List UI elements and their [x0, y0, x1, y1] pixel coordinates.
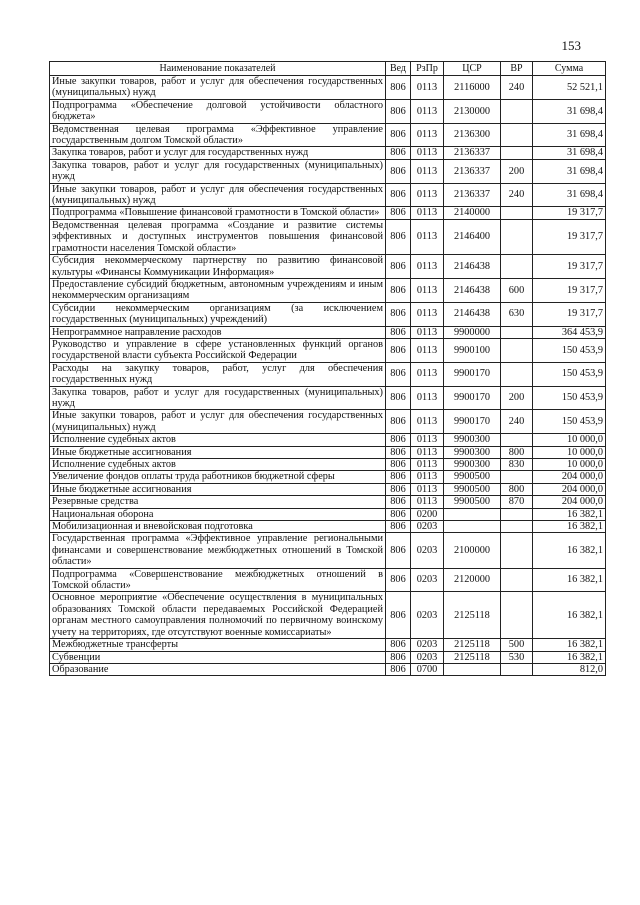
row-vr: 830: [501, 459, 533, 471]
row-ved: 806: [386, 326, 411, 338]
row-rzpr: 0113: [411, 326, 444, 338]
row-rzpr: 0113: [411, 410, 444, 434]
row-sum: 16 382,1: [533, 521, 606, 533]
row-sum: 31 698,4: [533, 183, 606, 207]
table-row: [50, 123, 606, 147]
row-name: Государственная программа «Эффективное управление региональными финансами и совершенствование межбюджетных отношений в Томской области»: [50, 533, 386, 568]
row-name: Закупка товаров, работ и услуг для государственных (муниципальных) нужд: [50, 386, 386, 410]
row-rzpr: 0113: [411, 302, 444, 326]
row-sum: 19 317,7: [533, 255, 606, 279]
row-name: Иные закупки товаров, работ и услуг для обеспечения государственных (муниципальных) нужд: [50, 183, 386, 207]
row-csr: 9900100: [444, 338, 501, 362]
row-rzpr: 0113: [411, 386, 444, 410]
row-sum: 31 698,4: [533, 123, 606, 147]
row-rzpr: 0113: [411, 255, 444, 279]
row-rzpr: 0113: [411, 278, 444, 302]
row-vr: 600: [501, 278, 533, 302]
row-rzpr: 0113: [411, 99, 444, 123]
table-row: [50, 302, 606, 326]
row-csr: 2125118: [444, 592, 501, 639]
row-vr: [501, 207, 533, 219]
table-row: [50, 446, 606, 458]
table-row: [50, 592, 606, 639]
row-sum: 31 698,4: [533, 159, 606, 183]
row-vr: 240: [501, 410, 533, 434]
row-rzpr: 0113: [411, 147, 444, 159]
row-vr: [501, 338, 533, 362]
row-ved: 806: [386, 471, 411, 483]
row-name: Субвенции: [50, 651, 386, 663]
row-name: Руководство и управление в сфере установленных функций органов государственой власти субъекта Российской Федерации: [50, 338, 386, 362]
row-sum: 16 382,1: [533, 508, 606, 520]
row-name: Межбюджетные трансферты: [50, 639, 386, 651]
row-ved: 806: [386, 459, 411, 471]
row-vr: [501, 219, 533, 254]
row-ved: 806: [386, 508, 411, 520]
table-row: [50, 568, 606, 592]
row-rzpr: 0113: [411, 219, 444, 254]
row-csr: 2116000: [444, 76, 501, 100]
table-row: [50, 278, 606, 302]
row-sum: 16 382,1: [533, 651, 606, 663]
row-name: Образование: [50, 663, 386, 675]
row-csr: [444, 508, 501, 520]
table-row: [50, 326, 606, 338]
row-rzpr: 0113: [411, 471, 444, 483]
row-sum: 150 453,9: [533, 386, 606, 410]
row-ved: 806: [386, 123, 411, 147]
row-csr: 2146400: [444, 219, 501, 254]
row-rzpr: 0113: [411, 183, 444, 207]
row-vr: [501, 362, 533, 386]
row-csr: 9900500: [444, 471, 501, 483]
row-csr: 2146438: [444, 302, 501, 326]
row-name: Увеличение фондов оплаты труда работников бюджетной сферы: [50, 471, 386, 483]
row-ved: 806: [386, 568, 411, 592]
row-vr: 240: [501, 76, 533, 100]
row-ved: 806: [386, 183, 411, 207]
row-name: Субсидия некоммерческому партнерству по развитию финансовой культуры «Финансы Коммуникации Информация»: [50, 255, 386, 279]
row-rzpr: 0203: [411, 592, 444, 639]
header-name: Наименование показателей: [50, 62, 386, 76]
row-vr: 630: [501, 302, 533, 326]
table-row: [50, 496, 606, 508]
row-vr: [501, 99, 533, 123]
row-ved: 806: [386, 159, 411, 183]
row-ved: 806: [386, 362, 411, 386]
row-name: Закупка товаров, работ и услуг для государственных нужд: [50, 147, 386, 159]
table-row: [50, 639, 606, 651]
row-ved: 806: [386, 219, 411, 254]
row-csr: 2120000: [444, 568, 501, 592]
row-csr: 9900300: [444, 434, 501, 446]
row-ved: 806: [386, 76, 411, 100]
row-sum: 150 453,9: [533, 362, 606, 386]
row-csr: [444, 521, 501, 533]
table-row: [50, 159, 606, 183]
row-csr: 2146438: [444, 255, 501, 279]
row-name: Иные закупки товаров, работ и услуг для обеспечения государственных (муниципальных) нужд: [50, 410, 386, 434]
row-csr: 2100000: [444, 533, 501, 568]
table-row: [50, 434, 606, 446]
row-vr: [501, 123, 533, 147]
row-rzpr: 0700: [411, 663, 444, 675]
row-ved: 806: [386, 446, 411, 458]
table-row: [50, 362, 606, 386]
row-ved: 806: [386, 663, 411, 675]
row-name: Субсидии некоммерческим организациям (за исключением государственных (муниципальных) учреждений): [50, 302, 386, 326]
row-ved: 806: [386, 496, 411, 508]
row-name: Предоставление субсидий бюджетным, автономным учреждениям и иным некоммерческим организациям: [50, 278, 386, 302]
row-name: Иные бюджетные ассигнования: [50, 483, 386, 495]
row-csr: 2146438: [444, 278, 501, 302]
row-vr: 870: [501, 496, 533, 508]
row-vr: 200: [501, 159, 533, 183]
row-name: Расходы на закупку товаров, работ, услуг для обеспечения государственных нужд: [50, 362, 386, 386]
row-ved: 806: [386, 592, 411, 639]
row-rzpr: 0113: [411, 76, 444, 100]
row-ved: 806: [386, 651, 411, 663]
row-csr: 9900170: [444, 386, 501, 410]
row-ved: 806: [386, 147, 411, 159]
row-ved: 806: [386, 255, 411, 279]
row-name: Национальная оборона: [50, 508, 386, 520]
row-csr: 9900500: [444, 496, 501, 508]
row-csr: 2125118: [444, 651, 501, 663]
row-vr: [501, 521, 533, 533]
row-ved: 806: [386, 410, 411, 434]
row-name: Непрограммное направление расходов: [50, 326, 386, 338]
row-vr: [501, 663, 533, 675]
row-csr: 2125118: [444, 639, 501, 651]
row-vr: 800: [501, 483, 533, 495]
row-rzpr: 0200: [411, 508, 444, 520]
row-vr: 500: [501, 639, 533, 651]
row-ved: 806: [386, 207, 411, 219]
row-sum: 10 000,0: [533, 434, 606, 446]
row-vr: [501, 147, 533, 159]
budget-table: [49, 61, 606, 676]
row-ved: 806: [386, 533, 411, 568]
row-csr: 2140000: [444, 207, 501, 219]
row-sum: 10 000,0: [533, 459, 606, 471]
row-rzpr: 0113: [411, 446, 444, 458]
header-vr: ВР: [501, 62, 533, 76]
row-sum: 19 317,7: [533, 302, 606, 326]
row-rzpr: 0113: [411, 434, 444, 446]
table-row: [50, 255, 606, 279]
row-vr: 800: [501, 446, 533, 458]
row-rzpr: 0113: [411, 483, 444, 495]
row-csr: 2136337: [444, 147, 501, 159]
row-rzpr: 0203: [411, 568, 444, 592]
row-csr: [444, 663, 501, 675]
row-csr: 2130000: [444, 99, 501, 123]
row-sum: 16 382,1: [533, 639, 606, 651]
table-row: [50, 338, 606, 362]
row-name: Иные бюджетные ассигнования: [50, 446, 386, 458]
row-name: Ведомственная целевая программа «Эффективное управление государственным долгом Томской области»: [50, 123, 386, 147]
row-sum: 31 698,4: [533, 99, 606, 123]
header-sum: Сумма: [533, 62, 606, 76]
row-name: Подпрограмма «Совершенствование межбюджетных отношений в Томской области»: [50, 568, 386, 592]
row-vr: [501, 533, 533, 568]
row-name: Ведомственная целевая программа «Создание и развитие системы эффективных и доступных инструментов повышения финансовой грамотности населения Томской области»: [50, 219, 386, 254]
row-vr: [501, 434, 533, 446]
row-sum: 16 382,1: [533, 592, 606, 639]
row-vr: [501, 508, 533, 520]
table-row: [50, 521, 606, 533]
row-rzpr: 0113: [411, 159, 444, 183]
row-name: Исполнение судебных актов: [50, 434, 386, 446]
row-name: Подпрограмма «Обеспечение долговой устойчивости областного бюджета»: [50, 99, 386, 123]
row-ved: 806: [386, 338, 411, 362]
row-csr: 2136337: [444, 159, 501, 183]
row-sum: 364 453,9: [533, 326, 606, 338]
row-vr: [501, 471, 533, 483]
row-csr: 9900500: [444, 483, 501, 495]
row-vr: 530: [501, 651, 533, 663]
table-row: [50, 76, 606, 100]
row-name: Резервные средства: [50, 496, 386, 508]
table-row: [50, 651, 606, 663]
row-csr: 9900300: [444, 459, 501, 471]
row-vr: [501, 326, 533, 338]
row-sum: 19 317,7: [533, 219, 606, 254]
row-rzpr: 0113: [411, 123, 444, 147]
table-row: [50, 410, 606, 434]
row-ved: 806: [386, 302, 411, 326]
row-rzpr: 0113: [411, 496, 444, 508]
row-sum: 150 453,9: [533, 338, 606, 362]
row-rzpr: 0113: [411, 362, 444, 386]
row-sum: 16 382,1: [533, 568, 606, 592]
row-sum: 10 000,0: [533, 446, 606, 458]
table-header-row: [50, 62, 606, 76]
table-row: [50, 533, 606, 568]
table-row: [50, 219, 606, 254]
row-rzpr: 0203: [411, 521, 444, 533]
row-csr: 2136337: [444, 183, 501, 207]
row-rzpr: 0203: [411, 533, 444, 568]
row-sum: 31 698,4: [533, 147, 606, 159]
page-number: 153: [561, 38, 581, 53]
row-ved: 806: [386, 278, 411, 302]
table-row: [50, 99, 606, 123]
row-csr: 9900300: [444, 446, 501, 458]
row-sum: 19 317,7: [533, 278, 606, 302]
row-csr: 9900000: [444, 326, 501, 338]
row-rzpr: 0113: [411, 459, 444, 471]
row-ved: 806: [386, 483, 411, 495]
row-sum: 150 453,9: [533, 410, 606, 434]
row-sum: 16 382,1: [533, 533, 606, 568]
row-rzpr: 0113: [411, 338, 444, 362]
row-ved: 806: [386, 386, 411, 410]
row-name: Закупка товаров, работ и услуг для государственных (муниципальных) нужд: [50, 159, 386, 183]
row-name: Подпрограмма «Повышение финансовой грамотности в Томской области»: [50, 207, 386, 219]
table-row: [50, 663, 606, 675]
row-name: Основное мероприятие «Обеспечение осуществления в муниципальных образованиях Томской области передаваемых Российской Федерацией органам местного самоуправления полномочий по первичному воинскому учету на территориях, где отсутствуют военные комиссариаты»: [50, 592, 386, 639]
table-row: [50, 183, 606, 207]
row-ved: 806: [386, 639, 411, 651]
table-row: [50, 386, 606, 410]
row-vr: 240: [501, 183, 533, 207]
row-vr: [501, 592, 533, 639]
row-vr: [501, 568, 533, 592]
row-rzpr: 0203: [411, 651, 444, 663]
table-row: [50, 207, 606, 219]
row-rzpr: 0203: [411, 639, 444, 651]
row-name: Иные закупки товаров, работ и услуг для обеспечения государственных (муниципальных) нужд: [50, 76, 386, 100]
row-sum: 52 521,1: [533, 76, 606, 100]
row-sum: 204 000,0: [533, 496, 606, 508]
table-row: [50, 483, 606, 495]
row-rzpr: 0113: [411, 207, 444, 219]
row-csr: 9900170: [444, 410, 501, 434]
table-row: [50, 459, 606, 471]
row-sum: 204 000,0: [533, 483, 606, 495]
table-row: [50, 471, 606, 483]
row-sum: 19 317,7: [533, 207, 606, 219]
row-vr: 200: [501, 386, 533, 410]
row-sum: 204 000,0: [533, 471, 606, 483]
row-ved: 806: [386, 521, 411, 533]
header-rzpr: РзПр: [411, 62, 444, 76]
row-name: Мобилизационная и вневойсковая подготовка: [50, 521, 386, 533]
row-name: Исполнение судебных актов: [50, 459, 386, 471]
row-ved: 806: [386, 99, 411, 123]
header-csr: ЦСР: [444, 62, 501, 76]
row-csr: 9900170: [444, 362, 501, 386]
row-csr: 2136300: [444, 123, 501, 147]
table-row: [50, 147, 606, 159]
header-ved: Вед: [386, 62, 411, 76]
row-sum: 812,0: [533, 663, 606, 675]
table-row: [50, 508, 606, 520]
row-ved: 806: [386, 434, 411, 446]
row-vr: [501, 255, 533, 279]
